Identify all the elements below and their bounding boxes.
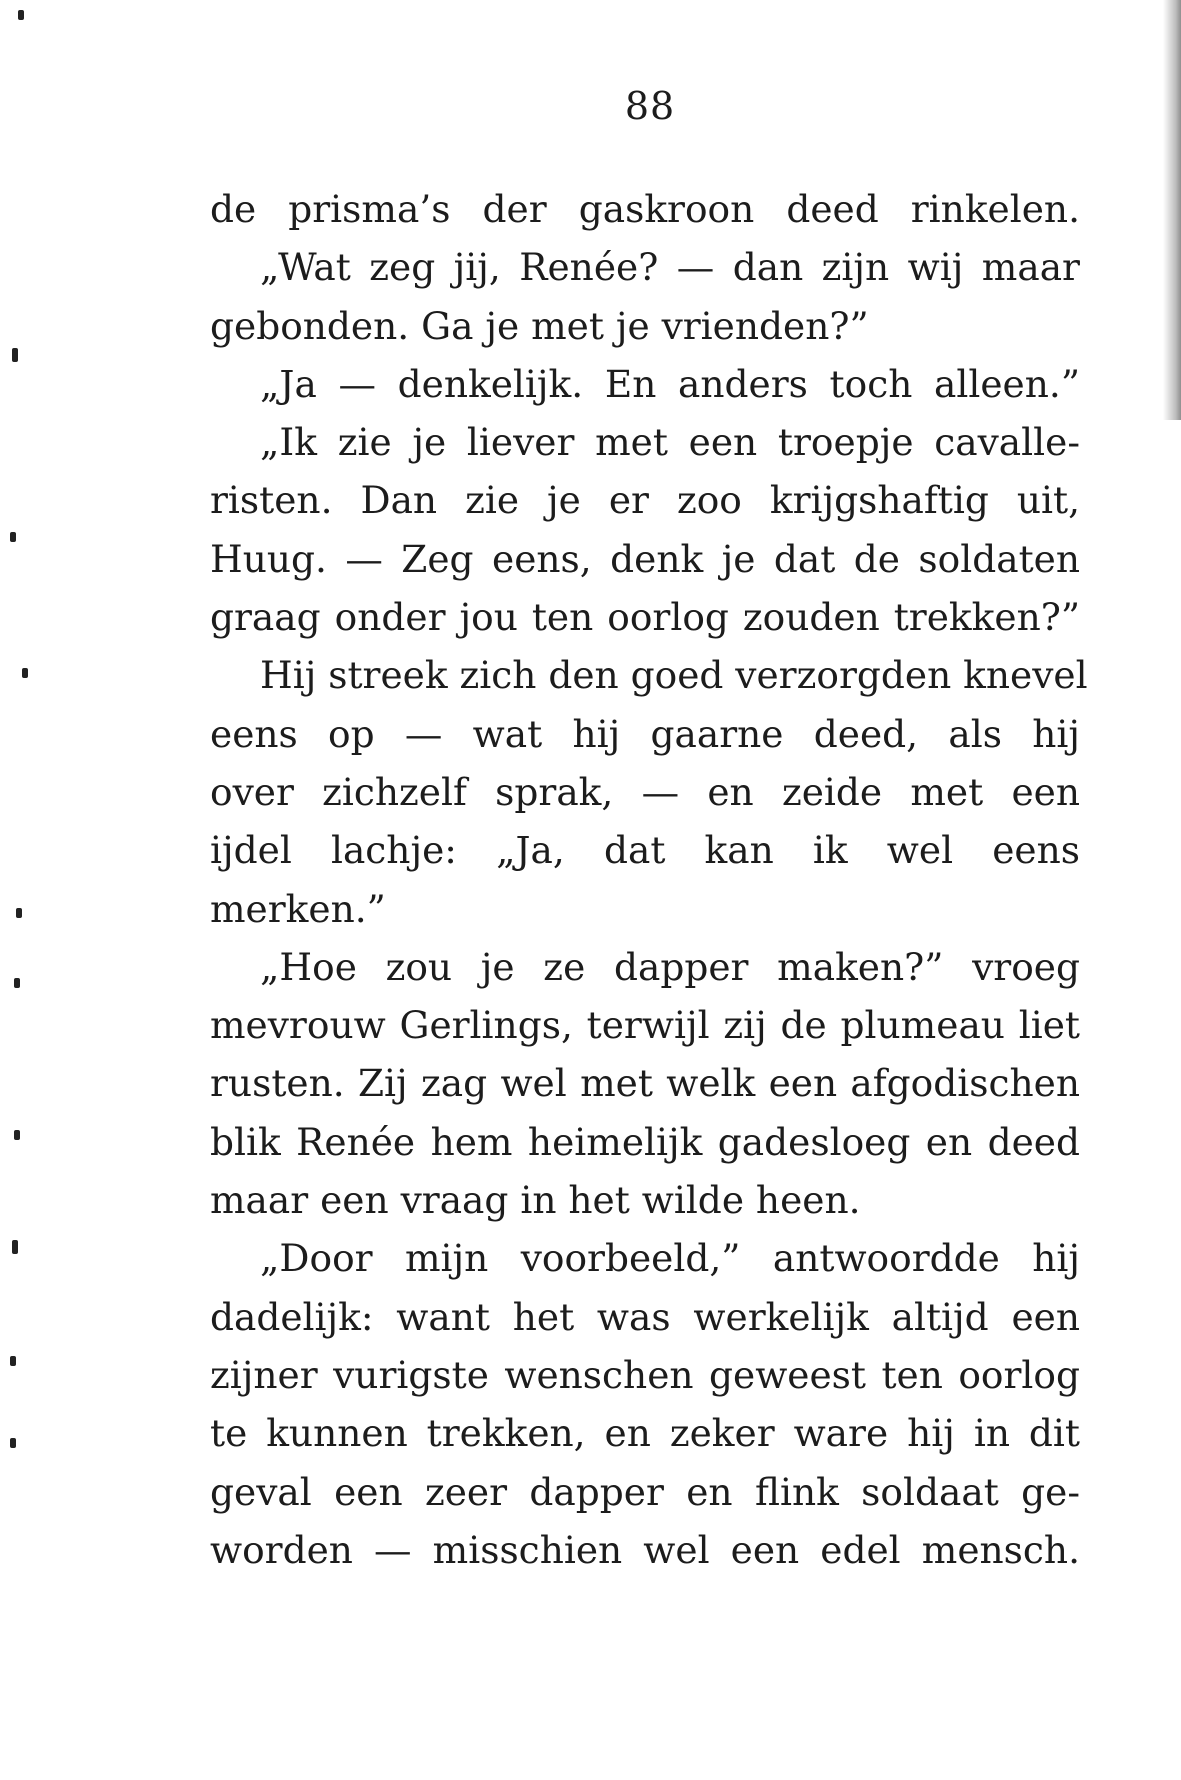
text-line: rusten. Zij zag wel met welk een afgodischen [210,1061,1080,1106]
text-line: ijdel lachje: „Ja, dat kan ik wel eens [210,828,1080,873]
text-line: „Ja — denkelijk. En anders toch alleen.” [260,361,1080,406]
scan-speck [14,978,20,988]
text-line: „Wat zeg jij, Renée? — dan zijn wij maar [260,245,1080,290]
text-line: over zichzelf sprak, — en zeide met een [210,769,1080,814]
text-line: „Ik zie je liever met een troepje cavalle- [260,420,1080,465]
scan-speck [10,532,16,542]
scan-speck [14,1130,20,1140]
text-line: risten. Dan zie je er zoo krijgshaftig uit, [210,478,1080,523]
text-line: geval een zeer dapper en flink soldaat ge- [210,1469,1080,1514]
page-edge-shadow [1163,0,1181,420]
text-line: gebonden. Ga je met je vrienden?” [210,303,869,348]
text-line: dadelijk: want het was werkelijk altijd een [210,1294,1080,1339]
scan-speck [10,1438,16,1448]
page-number: 88 [624,84,676,128]
text-line: „Hoe zou je ze dapper maken?” vroeg [260,944,1080,989]
scan-speck [12,1240,18,1254]
text-line: blik Renée hem heimelijk gadesloeg en deed [210,1119,1080,1164]
text-line: merken.” [210,886,386,931]
scan-speck [22,668,28,678]
text-line: de prisma’s der gaskroon deed rinkelen. [210,187,1080,231]
scan-speck [10,1356,16,1366]
body-text [210,180,1088,1579]
text-line: mevrouw Gerlings, terwijl zij de plumeau liet [210,1003,1080,1048]
scan-speck [18,10,24,20]
text-line: Huug. — Zeg eens, denk je dat de soldaten [210,536,1080,581]
text-line: te kunnen trekken, en zeker ware hij in dit [210,1411,1080,1456]
text-line: Hij streek zich den goed verzorgden knevel [260,653,1088,698]
text-line: worden — misschien wel een edel mensch. [210,1527,1080,1572]
text-line: zijner vurigste wenschen geweest ten oorlog [210,1352,1080,1397]
text-line: graag onder jou ten oorlog zouden trekken?” [210,595,1080,640]
text-line: eens op — wat hij gaarne deed, als hij [210,711,1080,756]
scan-speck [16,908,22,918]
scan-speck [12,348,18,362]
text-line: „Door mijn voorbeeld,” antwoordde hij [260,1236,1080,1281]
text-line: maar een vraag in het wilde heen. [210,1178,861,1223]
